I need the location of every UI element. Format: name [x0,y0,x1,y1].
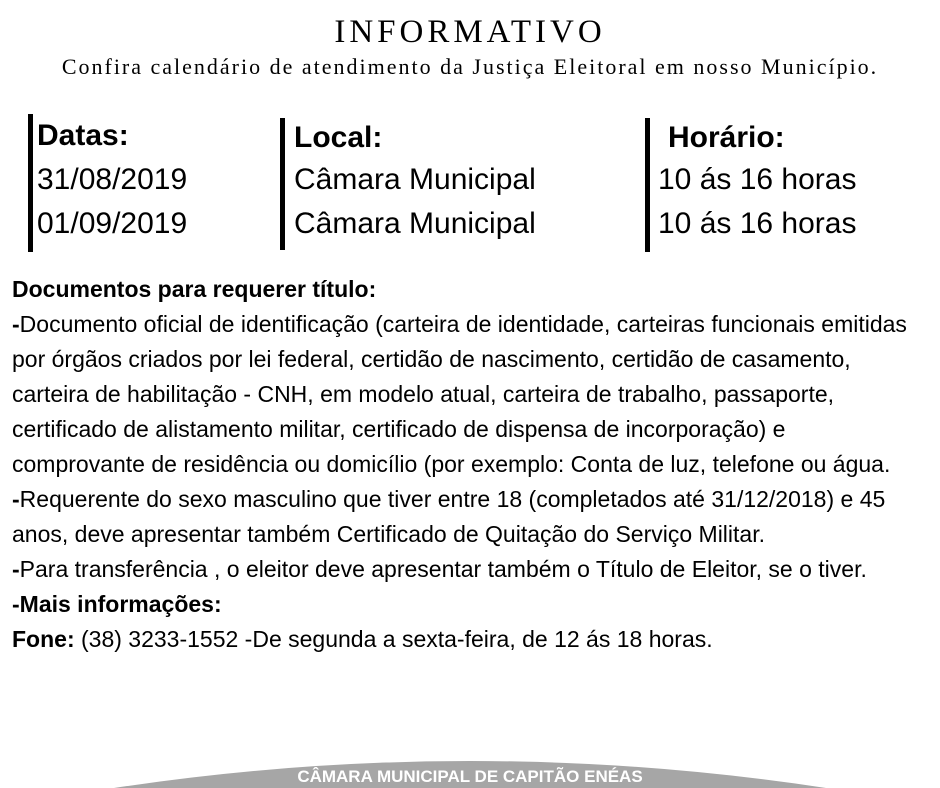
dates-column [28,114,187,252]
page-subtitle: Confira calendário de atendimento da Justiça Eleitoral em nosso Município. [61,54,879,79]
phone-line [12,622,924,657]
phone-text: (38) 3233-1552 -De segunda a sexta-feira, de 12 ás 18 horas. [74,626,713,652]
document-item-text: Requerente do sexo masculino que tiver entre 18 (completados até 31/12/2018) e 45 anos, deve apresentar também Certificado de Quitação do Serviço Militar. [12,486,886,547]
date-value: 01/09/2019 [37,207,188,240]
document-item [12,307,924,482]
local-value: Câmara Municipal [294,207,536,240]
documents-section [12,272,924,657]
local-column [280,118,536,250]
document-item-text: Para transferência , o eleitor deve apresentar também o Título de Eleitor, se o tiver. [19,556,867,582]
local-value: Câmara Municipal [294,163,536,196]
document-item-text: Documento oficial de identificação (carteira de identidade, carteiras funcionais emitidas por órgãos criados por lei federal, certidão de nascimento, certidão de casamento, carteira de habilitação - CNH, em modelo atual, carteira de trabalho, passaporte, certificado de alistamento militar, certificado de dispensa de incorporação) e comprovante de residência ou domicílio (por exemplo: Conta de luz, telefone ou água. [12,311,907,477]
time-value: 10 ás 16 horas [658,163,857,196]
document-item [12,482,924,552]
footer-banner [0,752,940,788]
more-info-heading: -Mais informações: [12,591,222,617]
phone-label: Fone: [12,626,75,652]
bullet: - [12,556,20,582]
date-value: 31/08/2019 [37,163,188,196]
local-heading: Local: [294,121,383,154]
bullet: - [12,486,20,512]
bullet: - [12,311,20,337]
time-heading: Horário: [668,121,785,154]
document-item [12,552,924,587]
page-title: INFORMATIVO [334,14,606,50]
footer-text: CÂMARA MUNICIPAL DE CAPITÃO ENÉAS [297,767,643,786]
time-value: 10 ás 16 horas [658,207,857,240]
documents-heading: Documentos para requerer título: [12,276,377,302]
dates-heading: Datas: [37,119,129,152]
time-column [645,118,856,252]
